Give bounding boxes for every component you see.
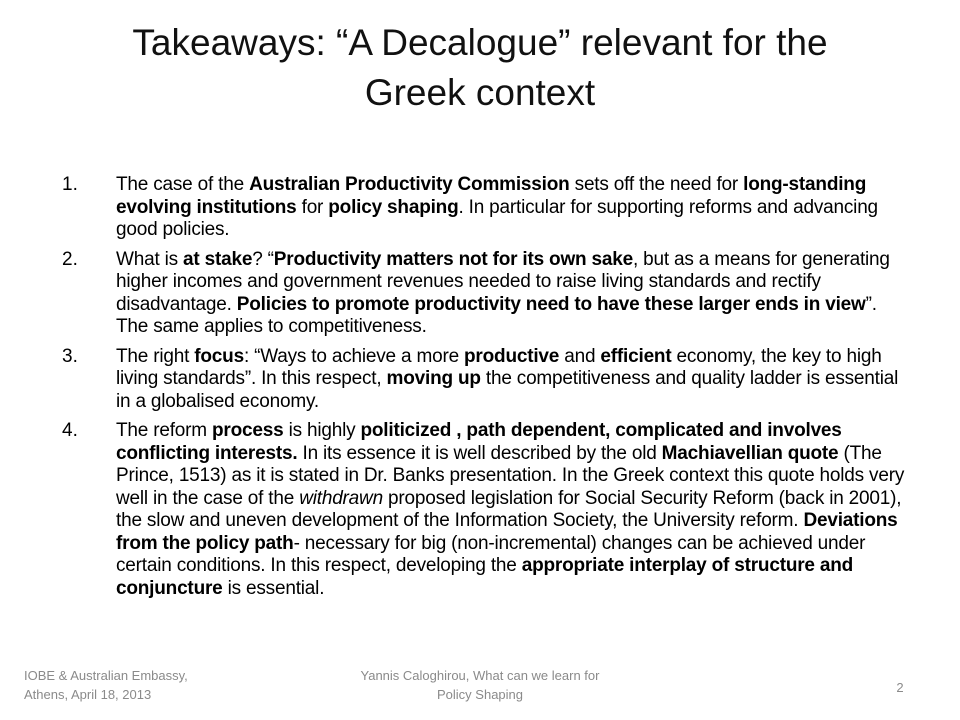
bold-text: appropriate interplay of structure and conjuncture [116, 555, 854, 599]
takeaway-item [62, 249, 912, 339]
item-text [116, 249, 912, 339]
plain-text: and [559, 345, 601, 367]
footer-event-line-2: Athens, April 18, 2013 [24, 687, 152, 702]
bold-text: politicized , path dependent, complicated and involves conflicting interests. [116, 420, 842, 464]
footer-author-line-1: Yannis Caloghirou, What can we learn for [360, 668, 600, 683]
bold-text: Deviations from the policy path [116, 510, 898, 554]
plain-text: ”. The same applies to competitiveness. [116, 293, 877, 337]
plain-text: . In particular for supporting reforms and advancing good policies. [116, 196, 878, 240]
plain-text: proposed legislation for Social Security Reform (back in 2001), the slow and uneven development of the Information Society, the University reform. [116, 487, 902, 531]
title-line-2: Greek context [364, 72, 596, 113]
bold-text: process [212, 420, 284, 441]
takeaway-item [62, 420, 912, 600]
plain-text: The reform [116, 420, 212, 441]
plain-text: is essential. [222, 577, 325, 599]
bold-text: policy shaping [328, 196, 459, 218]
takeaways-list [62, 174, 912, 607]
takeaway-item [62, 174, 912, 242]
item-number: 2. [62, 248, 78, 270]
bold-text: at stake [183, 248, 253, 270]
plain-text: , but as a means for generating higher incomes and government revenues needed to raise living standards and rectify disadvantage. [116, 248, 890, 315]
italic-text: withdrawn [299, 487, 383, 509]
plain-text: ? “ [252, 248, 274, 270]
bold-text: productive [464, 345, 560, 367]
item-number: 4. [62, 420, 78, 441]
bold-text: Machiavellian quote [661, 442, 839, 464]
bold-text: Policies to promote productivity need to have these larger ends in view [236, 293, 866, 315]
footer-author [330, 666, 630, 704]
plain-text: - necessary for big (non-incremental) changes can be achieved under certain conditions. In this respect, developing the [116, 532, 866, 576]
plain-text: The case of the [116, 174, 250, 195]
item-text [116, 420, 912, 600]
slide-title [70, 18, 890, 118]
bold-text: long-standing evolving institutions [116, 174, 867, 218]
plain-text: (The Prince, 1513) as it is stated in Dr. Banks presentation. In the Greek context this quote holds very well in the case of the [116, 442, 905, 509]
title-line-1: Takeaways: “A Decalogue” relevant for the [132, 22, 828, 63]
plain-text: for [296, 196, 329, 218]
bold-text: efficient [600, 345, 672, 367]
bold-text: Australian Productivity Commission [249, 174, 570, 195]
plain-text: : “Ways to achieve a more [243, 345, 465, 367]
plain-text: What is [116, 248, 184, 270]
takeaway-item [62, 346, 912, 414]
footer-event [24, 666, 274, 704]
plain-text: is highly [283, 420, 361, 441]
item-text [116, 346, 912, 414]
plain-text: the competitiveness and quality ladder is essential in a globalised economy. [116, 368, 899, 412]
plain-text: The right [116, 345, 195, 367]
footer-author-line-2: Policy Shaping [437, 687, 523, 702]
bold-text: focus [194, 345, 244, 367]
bold-text: Productivity matters not for its own sake [273, 248, 633, 270]
item-number: 3. [62, 345, 78, 367]
plain-text: sets off the need for [569, 174, 744, 195]
item-number: 1. [62, 174, 78, 195]
page-number: 2 [896, 680, 904, 695]
item-text [116, 174, 912, 242]
plain-text: economy, the key to high living standards”. In this respect, [116, 345, 882, 389]
footer-event-line-1: IOBE & Australian Embassy, [24, 668, 188, 683]
plain-text: In its essence it is well described by the old [297, 442, 662, 464]
bold-text: moving up [386, 368, 481, 389]
